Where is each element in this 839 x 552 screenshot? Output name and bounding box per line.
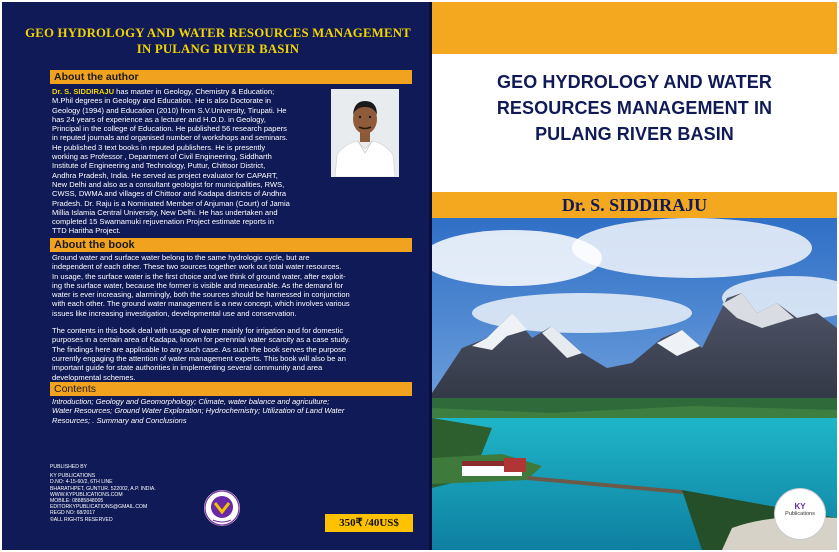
publisher-line: ©ALL RIGHTS RESERVED [50,516,113,523]
back-title-line-1: GEO HYDROLOGY AND WATER RESOURCES MANAGEMENT [25,26,411,40]
about-book-line: In usage, the surface water is the first choice and we think of ground water, after exploit- [52,271,346,281]
front-title-line-1: GEO HYDROLOGY AND WATER [497,72,772,92]
publisher-line: EDITORKYPUBLICATIONS@GMAIL.COM [50,504,148,511]
about-book-text [52,253,412,382]
publisher-line: MOBILE: 08885848005 [50,498,104,505]
front-top-band [432,2,837,54]
about-book-heading: About the book [50,238,412,252]
about-book-line: The contents in this book deal with usage of water mainly for irrigation and for domestic [52,326,344,336]
publisher-line: D.NO: 4-15-60/2, 6TH LINE [50,479,113,486]
publisher-info [50,464,156,523]
price-tag: 350₹ /40US$ [325,514,413,532]
contents-line: Introduction; Geology and Geomorphology; Climate, water balance and agriculture; [52,397,330,406]
about-author-line: New Delhi and also as a consultant geologist for municipalities, RWS, [52,179,285,189]
front-title-line-3: PULANG RIVER BASIN [535,124,734,144]
badge-text-publications: Publications [785,511,815,517]
about-book-line: water is ever increasing, alarmingly, both the sources should be harnessed in conjunction [52,290,350,300]
author-photo [331,89,399,177]
paragraph-gap [52,318,412,326]
back-title-line-2: IN PULANG RIVER BASIN [136,42,300,56]
about-author-line: CWSS, DWMA and villages of Chittoor and Kadapa districts of Andhra [52,189,287,199]
about-author-line: Institute of Engineering and Technology, Puttur, Chittoor District, [52,161,266,171]
about-book-line: important guide for state authorities in implementing several community and area [52,363,323,373]
front-author: Dr. S. SIDDIRAJU [561,195,708,215]
about-author-line: TTD Haritha Project. [52,226,121,236]
author-name-inline: Dr. S. SIDDIRAJU [52,87,115,96]
about-book-line: The findings here are applicable to any such case. As such the book serves the purpose [52,344,347,354]
about-book-line: purposes in a certain area of Kadapa, known for perennial water scarcity as a case study. [52,335,351,345]
back-cover [2,2,429,550]
about-author-line: Millia Islamia Central University, New Delhi. He has undertaken and [52,207,278,217]
about-author-line: Geology (1994) and Education (2010) from S.V.University, Tirupati. He [52,105,287,115]
about-author-line: working as Professor , Department of Civil Engineering, Siddharth [52,152,272,162]
publisher-line: KY PUBLICATIONS [50,473,96,480]
about-author-line: completed 15 Swarnamuki rejuvenation Project estimate reports in [52,217,274,227]
cover-landscape-image [432,218,837,550]
about-book-line: with each other. The ground water management is a new concept, which involves various [52,299,350,309]
contents-line: Water Resources; Ground Water Exploration; Hydrochemistry; Utilization of Land Water [52,406,345,416]
publisher-line: REGD NO: 68/2017 [50,510,96,517]
contents-heading: Contents [50,382,412,396]
about-author-line-0: Dr. S. SIDDIRAJU has master in Geology, Chemistry & Education; [52,87,275,96]
about-author-heading: About the author [50,70,412,84]
about-author-line: He published 3 text books in reputed publishers. He is presently [52,142,266,152]
about-book-line: ing the surface water, because the former is visible and measurable. As the demand for [52,280,344,290]
ky-publications-badge [774,488,826,540]
about-book-line: currently engaging the attention of water management experts. This book will also be an [52,353,346,363]
about-author-line: Principal in the college of Education. He published 56 research papers [52,124,287,134]
about-author-line: in reputed journals and organised number of workshops and seminars. [52,133,288,143]
publisher-line: PUBLISHED BY [50,464,88,470]
about-author-line: Pradesh. Dr. Raju is a Nominated Member of Anjuman (Court) of Jamia [52,198,290,208]
front-title-line-2: RESOURCES MANAGEMENT IN [496,98,773,118]
about-book-line: developmental schemes. [52,372,136,382]
ky-publications-logo [204,490,240,526]
about-author-line: has 24 years of experience as a lecturer and H.O.D. in Geology, [52,114,266,124]
about-author-line: M.Phil degrees in Geology and Education. He is also Doctorate in [52,96,271,106]
about-book-line: Ground water and surface water belong to the same hydrologic cycle, but are [52,253,310,262]
contents-line: Resources; . Summary and Conclusions [52,415,187,425]
about-book-line: issues like increasing investigation, developmental use and conservation. [52,308,297,318]
contents-text [52,397,412,425]
about-author-line: Andhra Pradesh, India. He served as project evaluator for CAPART, [52,170,278,180]
front-cover [432,2,837,550]
badge-text-ky: KY [794,502,806,511]
about-author-text [52,87,324,236]
publisher-line: WWW.KYPUBLICATIONS.COM [50,491,123,498]
about-book-line: independent of each other. These two sources together work out total water resources. [52,262,342,272]
publisher-line: BHARATHPET, GUNTUR. 522002, A.P. INDIA. [50,485,156,492]
